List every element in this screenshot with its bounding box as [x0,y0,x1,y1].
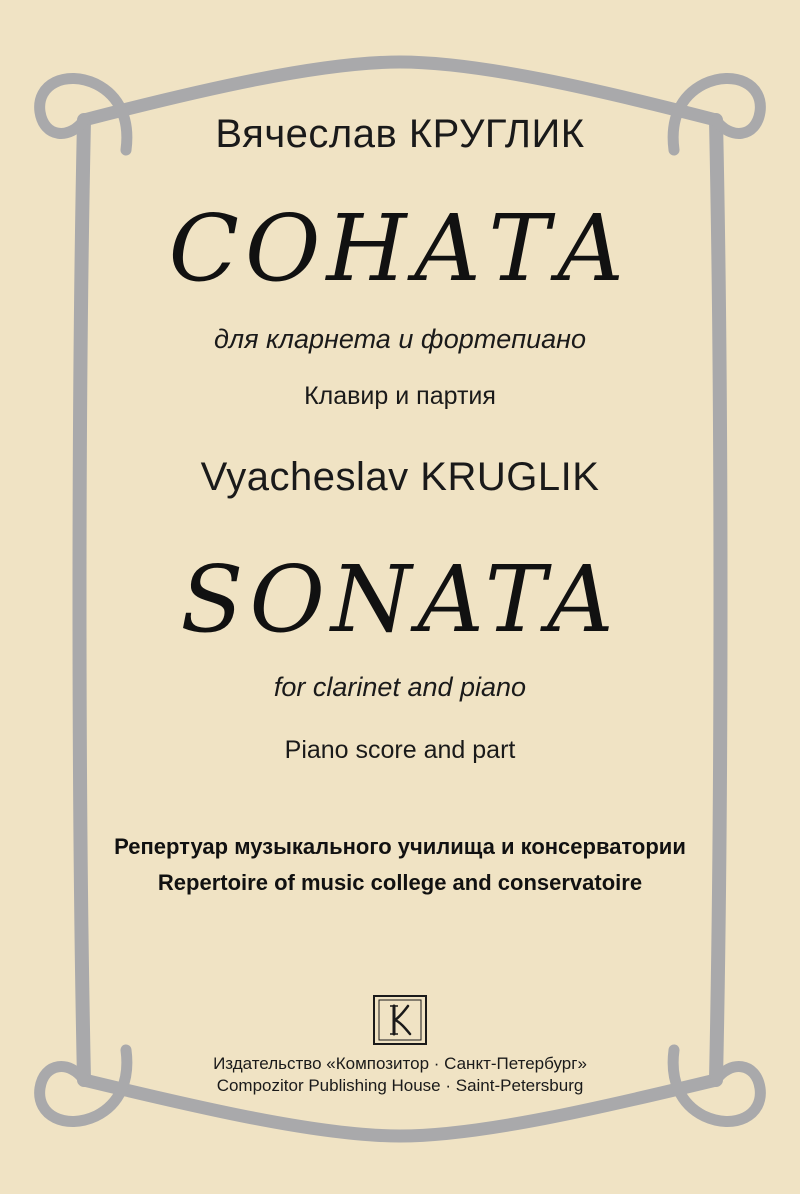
publisher-ru: Издательство «Композитор · Санкт-Петербург» [213,1054,587,1073]
series-ru: Репертуар музыкального училища и консерватории [114,834,686,859]
compozitor-k-logo-icon [372,994,428,1046]
publisher-en: Compozitor Publishing House · Saint-Petersburg [216,1076,584,1095]
edition-en: Piano score and part [284,736,516,764]
instrumentation-ru: для кларнета и фортепиано [213,324,587,354]
series-en: Repertoire of music college and conservatoire [157,870,643,895]
instrumentation-en: for clarinet and piano [273,672,527,702]
edition-ru: Клавир и партия [304,382,496,410]
author-name-en: Vyacheslav KRUGLIK [200,455,600,499]
author-name-ru: Вячеслав КРУГЛИК [215,112,585,156]
title-ru: СОНАТА [168,195,632,302]
title-en: SONATA [180,546,620,653]
